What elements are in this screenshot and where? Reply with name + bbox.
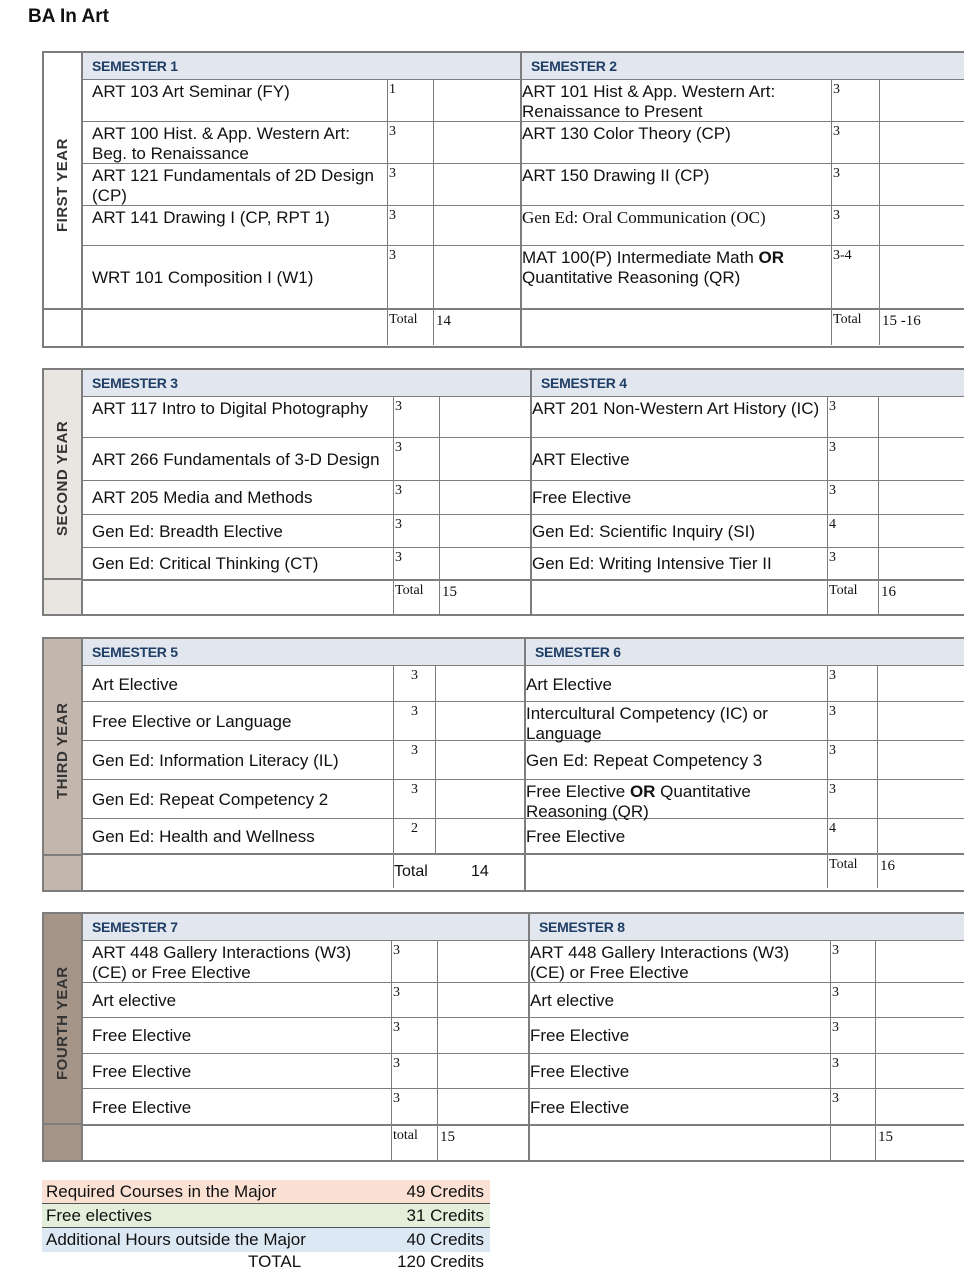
- course-name: ART 448 Gallery Interactions (W3) (CE) or Free Elective: [92, 942, 352, 982]
- total-credits: 15: [437, 1126, 528, 1160]
- year-label: THIRD YEAR: [53, 702, 71, 799]
- course-credits: 3: [830, 1054, 875, 1089]
- course-name-part: MAT 100(P) Intermediate Math: [522, 248, 759, 267]
- course-name: Intercultural Competency (IC) or Language: [526, 704, 768, 743]
- year-side-footer: [44, 578, 81, 614]
- course-credits: 3: [393, 548, 439, 580]
- semester-total-row: [522, 309, 964, 345]
- course-name: Gen Ed: Writing Intensive Tier II: [532, 554, 772, 574]
- course-grade-cell: [435, 702, 524, 740]
- total-label: Total: [827, 581, 878, 614]
- course-name: Art elective: [92, 990, 177, 1010]
- course-row: [530, 1018, 964, 1054]
- total-label: Total: [393, 855, 435, 888]
- page-title: BA In Art: [28, 6, 109, 27]
- course-grade-cell: [879, 246, 964, 308]
- course-credits: 3: [387, 206, 433, 245]
- year-side-band: [44, 639, 83, 890]
- course-row: [83, 548, 530, 581]
- course-grade-cell: [877, 666, 964, 701]
- semester-title: SEMESTER 5: [83, 639, 524, 666]
- course-credits: 3: [827, 741, 877, 779]
- emphasis-or: OR: [758, 248, 785, 267]
- course-name: ART 100 Hist. & App. Western Art: Beg. to Renaissance: [92, 124, 350, 163]
- course-name: Gen Ed: Information Literacy (IL): [92, 751, 339, 770]
- course-name: Art Elective: [92, 674, 178, 694]
- course-credits: 3: [391, 983, 437, 1017]
- summary-label: Free electives: [46, 1205, 152, 1225]
- course-name: Free Elective: [92, 1026, 192, 1046]
- course-credits: 3-4: [831, 246, 879, 308]
- course-credits: 3: [387, 164, 433, 205]
- course-row: [83, 741, 524, 780]
- course-grade-cell: [437, 1054, 528, 1089]
- semester-total-row: [83, 580, 530, 614]
- course-credits: 3: [827, 780, 877, 818]
- course-row: [83, 206, 520, 246]
- course-grade-cell: [437, 1089, 528, 1124]
- total-spacer: [530, 1126, 830, 1160]
- course-name: Free Elective: [92, 1061, 192, 1081]
- semester-pair: [83, 639, 964, 890]
- total-credits: 16: [877, 855, 964, 888]
- course-row: [83, 702, 524, 741]
- summary-value: 49 Credits: [406, 1181, 484, 1201]
- course-credits: 3: [391, 1054, 437, 1089]
- semester-total-row: [530, 1125, 964, 1160]
- summary-row-total: [42, 1252, 490, 1272]
- course-name: [526, 780, 827, 821]
- total-spacer: [83, 1126, 391, 1160]
- course-grade-cell: [435, 819, 524, 853]
- course-grade-cell: [437, 941, 528, 982]
- course-grade-cell: [433, 80, 520, 121]
- total-spacer: [526, 855, 827, 888]
- semester-table: [524, 639, 964, 890]
- semester-pair: [83, 53, 964, 346]
- course-name: Free Elective or Language: [92, 712, 292, 731]
- course-name: ART 117 Intro to Digital Photography: [92, 398, 368, 418]
- course-credits: 3: [830, 1018, 875, 1053]
- semester-total-row: [83, 1125, 528, 1160]
- course-name: ART 103 Art Seminar (FY): [92, 82, 290, 101]
- course-name: Gen Ed: Scientific Inquiry (SI): [532, 521, 755, 541]
- course-grade-cell: [878, 548, 964, 580]
- course-name: Art Elective: [526, 674, 612, 694]
- total-label: Total: [831, 310, 879, 345]
- total-spacer: [83, 855, 393, 888]
- course-grade-cell: [433, 246, 520, 308]
- semester-total-row: [532, 580, 964, 614]
- semester-title: SEMESTER 6: [526, 639, 964, 666]
- year-label: FOURTH YEAR: [53, 965, 71, 1080]
- course-name: ART Elective: [532, 450, 630, 470]
- summary-total-value: 120 Credits: [397, 1252, 484, 1271]
- course-credits: 3: [827, 666, 877, 701]
- total-spacer: [83, 310, 387, 345]
- course-credits: 3: [393, 702, 435, 740]
- year-label: FIRST YEAR: [53, 137, 71, 232]
- course-name: Gen Ed: Oral Communication (OC): [522, 208, 766, 227]
- course-credits: 3: [391, 1018, 437, 1053]
- course-row: [83, 515, 530, 548]
- total-spacer: [532, 581, 827, 614]
- course-credits: 3: [393, 397, 439, 438]
- course-row: [83, 941, 528, 983]
- course-credits: 1: [387, 80, 433, 121]
- semester-table: [530, 370, 964, 614]
- total-label: Total: [387, 310, 433, 345]
- course-row: [532, 481, 964, 515]
- total-spacer: [522, 310, 831, 345]
- course-name: Gen Ed: Health and Wellness: [92, 827, 315, 846]
- course-name: ART 201 Non-Western Art History (IC): [532, 398, 820, 418]
- year-side-footer: [44, 854, 81, 890]
- year-side-band: [44, 53, 83, 346]
- semester-table: [83, 370, 530, 614]
- course-grade-cell: [878, 481, 964, 514]
- year-side-band: [44, 370, 83, 614]
- course-grade-cell: [439, 515, 530, 547]
- course-name: ART 150 Drawing II (CP): [522, 166, 710, 185]
- year-block: [42, 912, 964, 1162]
- course-credits: 3: [831, 80, 879, 121]
- semester-title: SEMESTER 1: [83, 53, 520, 80]
- course-credits: 2: [393, 819, 435, 853]
- total-credits: 15 -16: [879, 310, 964, 345]
- course-credits: 4: [827, 819, 877, 853]
- course-grade-cell: [439, 548, 530, 580]
- course-name: ART 448 Gallery Interactions (W3) (CE) or Free Elective: [530, 942, 790, 982]
- summary-row-required: [42, 1180, 490, 1204]
- course-name: Free Elective: [92, 1097, 192, 1117]
- course-row: [532, 438, 964, 481]
- course-credits: 3: [393, 741, 435, 779]
- year-block: [42, 368, 964, 616]
- course-row: [83, 122, 520, 164]
- course-name: Gen Ed: Repeat Competency 3: [526, 751, 763, 770]
- course-row: [532, 515, 964, 548]
- summary-row-free-electives: [42, 1204, 490, 1228]
- course-grade-cell: [877, 780, 964, 818]
- course-credits: 3: [831, 122, 879, 163]
- course-credits: 3: [830, 941, 875, 982]
- course-row: [83, 819, 524, 854]
- course-credits: 3: [393, 666, 435, 701]
- course-credits: 3: [831, 206, 879, 245]
- course-grade-cell: [437, 983, 528, 1017]
- course-grade-cell: [433, 122, 520, 163]
- course-name: Gen Ed: Repeat Competency 2: [92, 790, 329, 809]
- course-row: [83, 1089, 528, 1125]
- course-name: Free Elective: [526, 827, 626, 846]
- total-credits: 14: [433, 310, 520, 345]
- year-side-footer: [44, 308, 81, 346]
- course-credits: 3: [827, 702, 877, 740]
- year-label: SECOND YEAR: [53, 420, 71, 536]
- total-spacer: [83, 581, 393, 614]
- course-row: [522, 164, 964, 206]
- semester-title: SEMESTER 4: [532, 370, 964, 397]
- course-credits: 3: [391, 941, 437, 982]
- course-row: [526, 741, 964, 780]
- course-row: [83, 246, 520, 309]
- course-grade-cell: [878, 397, 964, 438]
- course-grade-cell: [435, 741, 524, 779]
- semester-title: SEMESTER 2: [522, 53, 964, 80]
- year-side-footer: [44, 1123, 81, 1160]
- course-grade-cell: [437, 1018, 528, 1053]
- semester-title: SEMESTER 3: [83, 370, 530, 397]
- credit-summary: [42, 1180, 490, 1272]
- course-grade-cell: [875, 1018, 964, 1053]
- summary-value: 31 Credits: [406, 1205, 484, 1225]
- course-grade-cell: [879, 206, 964, 245]
- course-grade-cell: [439, 397, 530, 438]
- course-name: ART 121 Fundamentals of 2D Design (CP): [92, 166, 374, 205]
- course-grade-cell: [875, 1054, 964, 1089]
- summary-label: Required Courses in the Major: [46, 1181, 277, 1201]
- course-grade-cell: [439, 481, 530, 514]
- year-block: [42, 51, 964, 348]
- course-credits: 3: [393, 515, 439, 547]
- total-label: Total: [393, 581, 439, 614]
- course-grade-cell: [875, 1089, 964, 1124]
- total-label: Total: [827, 855, 877, 888]
- course-name: ART 205 Media and Methods: [92, 488, 313, 508]
- total-label: total: [391, 1126, 437, 1160]
- course-name: [522, 246, 831, 308]
- course-row: [522, 246, 964, 309]
- course-row: [83, 80, 520, 122]
- course-row: [530, 1054, 964, 1090]
- course-row: [83, 983, 528, 1018]
- semester-title: SEMESTER 8: [530, 914, 964, 941]
- course-row: [83, 164, 520, 206]
- semester-pair: [83, 914, 964, 1160]
- course-name: Free Elective: [532, 488, 632, 508]
- emphasis-or: OR: [629, 782, 656, 801]
- course-row: [526, 702, 964, 741]
- course-grade-cell: [875, 941, 964, 982]
- semester-total-row: [526, 854, 964, 888]
- course-row: [83, 1018, 528, 1054]
- course-row: [83, 666, 524, 702]
- course-name-part: Free Elective: [526, 782, 630, 801]
- summary-value: 40 Credits: [406, 1230, 484, 1249]
- course-name: Free Elective: [530, 1097, 630, 1117]
- course-grade-cell: [435, 780, 524, 818]
- total-label: [830, 1126, 875, 1160]
- course-row: [530, 941, 964, 983]
- course-name: ART 130 Color Theory (CP): [522, 124, 731, 143]
- course-row: [83, 1054, 528, 1090]
- semester-pair: [83, 370, 964, 614]
- course-name: Free Elective: [530, 1026, 630, 1046]
- semester-total-row: [83, 309, 520, 345]
- course-credits: 3: [393, 780, 435, 818]
- course-row: [522, 80, 964, 122]
- year-block: [42, 637, 964, 892]
- course-row: [526, 666, 964, 702]
- total-credits: 16: [878, 581, 964, 614]
- semester-table: [520, 53, 964, 346]
- semester-title: SEMESTER 7: [83, 914, 528, 941]
- course-credits: 3: [830, 983, 875, 1017]
- course-row: [83, 397, 530, 439]
- total-credits: 15: [439, 581, 530, 614]
- course-credits: 4: [827, 515, 878, 547]
- course-grade-cell: [879, 164, 964, 205]
- course-row: [532, 548, 964, 581]
- course-credits: 3: [827, 438, 878, 480]
- course-credits: 3: [830, 1089, 875, 1124]
- course-grade-cell: [875, 983, 964, 1017]
- semester-table: [83, 53, 520, 346]
- course-credits: 3: [387, 122, 433, 163]
- course-name: Art elective: [530, 990, 615, 1010]
- course-name: ART 266 Fundamentals of 3-D Design: [92, 450, 380, 470]
- course-name: ART 101 Hist & App. Western Art: Renaissance to Present: [522, 82, 776, 121]
- course-row: [526, 780, 964, 819]
- course-name-part: Quantitative Reasoning (QR): [522, 268, 741, 287]
- course-credits: 3: [393, 481, 439, 514]
- course-grade-cell: [877, 702, 964, 740]
- semester-table: [83, 639, 524, 890]
- course-row: [526, 819, 964, 854]
- course-row: [83, 481, 530, 515]
- semester-total-row: [83, 854, 524, 888]
- semester-table: [83, 914, 528, 1160]
- course-credits: 3: [827, 548, 878, 580]
- total-credits: 15: [875, 1126, 964, 1160]
- course-row: [532, 397, 964, 439]
- course-name: Gen Ed: Critical Thinking (CT): [92, 554, 319, 574]
- course-grade-cell: [877, 741, 964, 779]
- course-credits: 3: [393, 438, 439, 480]
- course-grade-cell: [433, 206, 520, 245]
- course-name: Free Elective: [530, 1061, 630, 1081]
- course-grade-cell: [435, 666, 524, 701]
- course-row: [83, 780, 524, 819]
- course-name: WRT 101 Composition I (W1): [92, 268, 314, 287]
- course-row: [530, 983, 964, 1018]
- summary-total-label: TOTAL: [248, 1252, 302, 1271]
- semester-table: [528, 914, 964, 1160]
- course-row: [522, 206, 964, 246]
- year-side-band: [44, 914, 83, 1160]
- course-name: ART 141 Drawing I (CP, RPT 1): [92, 208, 330, 227]
- course-name-part: Quantitative Reasoning (QR): [526, 782, 751, 821]
- course-name: Gen Ed: Breadth Elective: [92, 521, 283, 541]
- course-grade-cell: [877, 819, 964, 853]
- course-grade-cell: [878, 515, 964, 547]
- course-credits: 3: [827, 397, 878, 438]
- course-row: [530, 1089, 964, 1125]
- summary-row-additional-hours: [42, 1228, 490, 1252]
- summary-label: Additional Hours outside the Major: [46, 1230, 306, 1249]
- course-credits: 3: [827, 481, 878, 514]
- course-row: [83, 438, 530, 481]
- course-grade-cell: [439, 438, 530, 480]
- total-credits: 14: [471, 863, 489, 880]
- course-grade-cell: [433, 164, 520, 205]
- course-row: [522, 122, 964, 164]
- course-grade-cell: [878, 438, 964, 480]
- course-grade-cell: [879, 122, 964, 163]
- course-credits: 3: [391, 1089, 437, 1124]
- course-grade-cell: [879, 80, 964, 121]
- course-credits: 3: [831, 164, 879, 205]
- course-credits: 3: [387, 246, 433, 308]
